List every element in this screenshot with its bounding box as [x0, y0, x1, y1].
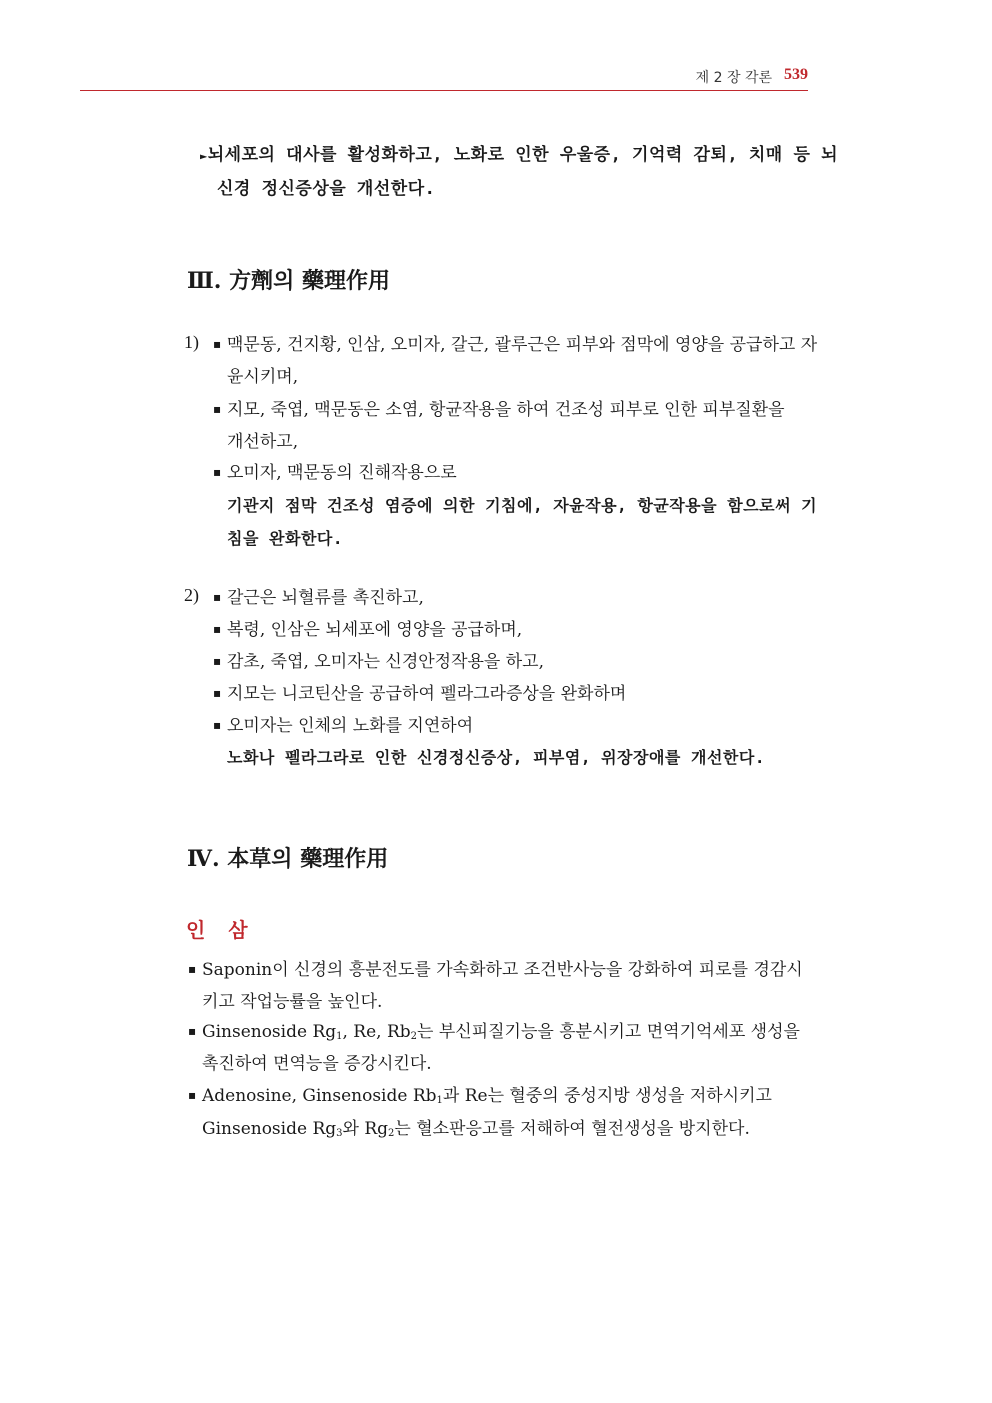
bullet-icon: ▪ [213, 590, 222, 604]
text-span: 과 Re는 혈중의 중성지방 생성을 저하시키고 [442, 1086, 772, 1106]
item-number-2: 2) [184, 585, 199, 605]
section-title-3: Ⅲ. 方劑의 藥理作用 [187, 268, 391, 294]
conclusion-line: 침을 완화한다. [227, 529, 344, 548]
bullet-icon: ▪ [213, 718, 222, 732]
list-item: 지모는 니코틴산을 공급하여 펠라그라증상을 완화하며 [227, 684, 627, 704]
text-span: , Re, Rb [342, 1022, 411, 1042]
conclusion-line: 기관지 점막 건조성 염증에 의한 기침에, 자윤작용, 항균작용을 함으로써 기 [227, 496, 818, 515]
bullet-icon: ▪ [188, 962, 197, 976]
section-title-4: Ⅳ. 本草의 藥理作用 [187, 846, 389, 872]
list-item: Saponin이 신경의 흥분전도를 가속화하고 조건반사능을 강화하여 피로를 경감시 [202, 960, 803, 980]
chapter-label: 제 2 장 각론 [695, 70, 772, 86]
page-number: 539 [784, 66, 808, 83]
bullet-icon: ▪ [213, 686, 222, 700]
list-item: 맥문동, 건지황, 인삼, 오미자, 갈근, 괄루근은 피부와 점막에 영양을 공급하고 자 [227, 335, 818, 355]
intro-line-1 [200, 140, 839, 165]
bullet-icon: ▪ [213, 337, 222, 351]
list-item [202, 1081, 772, 1106]
arrow-marker-icon: ► [200, 149, 208, 163]
text-span: 와 Rg [342, 1119, 389, 1139]
text-span: 는 혈소판응고를 저해하여 혈전생성을 방지한다. [394, 1119, 750, 1139]
bullet-icon: ▪ [213, 465, 222, 479]
intro-line-2: 신경 정신증상을 개선한다. [217, 179, 436, 199]
list-item: 지모, 죽엽, 맥문동은 소염, 항균작용을 하여 건조성 피부로 인한 피부질환을 [227, 400, 785, 420]
subscript: 1 [436, 1095, 443, 1106]
page-header [80, 60, 808, 91]
list-item: 촉진하여 면역능을 증강시킨다. [202, 1054, 432, 1074]
bullet-icon: ▪ [188, 1024, 197, 1038]
text-span: Ginsenoside Rg [202, 1022, 337, 1042]
list-item: 윤시키며, [227, 367, 299, 387]
item-number-1: 1) [184, 332, 199, 352]
list-item: 키고 작업능률을 높인다. [202, 992, 383, 1012]
subscript: 3 [336, 1128, 343, 1139]
text-span: Adenosine, Ginsenoside Rb [202, 1086, 437, 1106]
herb-title: 인 삼 [186, 918, 256, 942]
subscript: 2 [388, 1128, 395, 1139]
list-item: 복령, 인삼은 뇌세포에 영양을 공급하며, [227, 620, 523, 640]
list-item: 개선하고, [227, 432, 299, 452]
bullet-icon: ▪ [213, 622, 222, 636]
text-span: Ginsenoside Rg [202, 1119, 337, 1139]
list-item [202, 1017, 800, 1042]
bullet-icon: ▪ [188, 1088, 197, 1102]
intro-text-1: 뇌세포의 대사를 활성화하고, 노화로 인한 우울증, 기억력 감퇴, 치매 등 뇌 [207, 145, 839, 165]
subscript: 2 [410, 1031, 418, 1042]
list-item: 오미자, 맥문동의 진해작용으로 [227, 463, 457, 483]
subscript: 1 [336, 1031, 343, 1042]
list-item: 갈근은 뇌혈류를 촉진하고, [227, 588, 424, 608]
bullet-icon: ▪ [213, 402, 222, 416]
list-item [202, 1114, 750, 1139]
list-item: 오미자는 인체의 노화를 지연하여 [227, 716, 474, 736]
text-span: 는 부신피질기능을 흥분시키고 면역기억세포 생성을 [417, 1022, 800, 1042]
conclusion-line: 노화나 펠라그라로 인한 신경정신증상, 피부염, 위장장애를 개선한다. [227, 748, 765, 767]
bullet-icon: ▪ [213, 654, 222, 668]
list-item: 감초, 죽엽, 오미자는 신경안정작용을 하고, [227, 652, 545, 672]
